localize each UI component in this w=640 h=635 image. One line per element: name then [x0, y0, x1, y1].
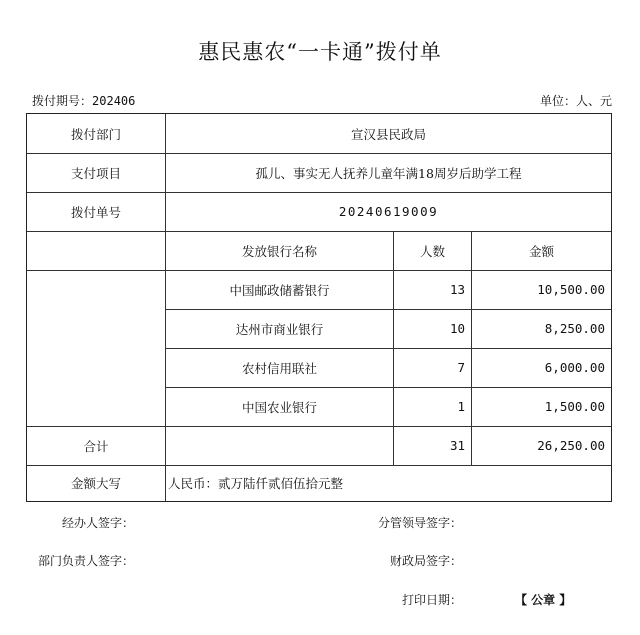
order-label: 拨付单号	[70, 204, 121, 220]
total-amount: 26,250.00	[537, 438, 605, 453]
dept-value: 宣汉县民政局	[350, 126, 426, 142]
row-bank: 达州市商业银行	[235, 321, 324, 337]
header-count: 人数	[419, 243, 445, 259]
period-value: 202406	[92, 94, 136, 108]
row-bank: 中国邮政储蓄银行	[229, 282, 330, 298]
words-label: 金额大写	[70, 476, 121, 491]
total-label: 合计	[83, 438, 109, 454]
header-bank: 发放银行名称	[241, 243, 317, 259]
words-value: 人民币：贰万陆仟贰佰伍拾元整	[168, 476, 344, 491]
row-amount: 6,000.00	[544, 360, 605, 375]
handler-signature: 经办人签字：	[62, 516, 135, 530]
row-count: 1	[457, 399, 465, 414]
row-amount: 1,500.00	[544, 399, 605, 414]
dept-label: 拨付部门	[70, 126, 121, 142]
row-count: 13	[449, 282, 465, 297]
dept-head-signature: 部门负责人签字：	[38, 554, 135, 568]
unit-label: 单位：人、元	[539, 94, 612, 108]
print-date: 打印日期：	[402, 593, 463, 607]
item-value: 孤儿、事实无人抚养儿童年满18周岁后助学工程	[255, 165, 522, 181]
supervisor-signature: 分管领导签字：	[378, 516, 463, 530]
item-label: 支付项目	[70, 165, 121, 181]
header-amount: 金额	[528, 243, 554, 259]
row-count: 10	[449, 321, 465, 336]
row-bank: 中国农业银行	[241, 399, 317, 415]
row-amount: 8,250.00	[544, 321, 605, 336]
period-label: 拨付期号：	[32, 94, 93, 108]
official-seal: 【 公章 】	[515, 593, 572, 607]
document-title: 惠民惠农“一卡通”拨付单	[198, 40, 442, 64]
row-count: 7	[457, 360, 465, 375]
row-bank: 农村信用联社	[241, 360, 317, 376]
period-number	[32, 92, 135, 109]
total-count: 31	[449, 438, 465, 453]
row-amount: 10,500.00	[537, 282, 605, 297]
order-value: 20240619009	[338, 204, 439, 219]
payment-table	[26, 113, 612, 502]
finance-signature: 财政局签字：	[390, 554, 463, 568]
